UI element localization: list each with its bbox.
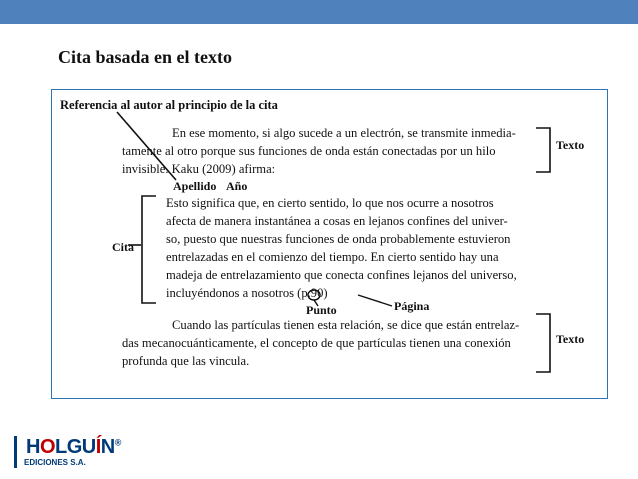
quote-line-2: afecta de manera instantánea a cosas en lejanos confines del univer- — [166, 214, 508, 228]
citation-figure — [51, 89, 608, 399]
punto-pointer — [314, 300, 318, 306]
texto-bottom-bracket — [536, 314, 550, 372]
para1-line-1: En ese momento, si algo sucede a un electrón, se transmite inmedia- — [172, 126, 516, 140]
punto-circle — [308, 290, 320, 300]
cita-bracket — [142, 196, 156, 303]
label-anio: Año — [226, 179, 248, 193]
para2-line-1: Cuando las partículas tienen esta relación, se dice que están entrelaz- — [172, 318, 520, 332]
pagina-pointer — [358, 295, 392, 306]
label-texto-bottom: Texto — [556, 332, 585, 346]
texto-top-bracket — [536, 128, 550, 172]
holguin-logo — [14, 436, 124, 470]
quote-line-6: incluyéndonos a nosotros (p.90) — [166, 286, 328, 300]
label-pagina: Página — [394, 299, 430, 313]
arrow-author — [117, 112, 176, 180]
para2-line-3: profunda que las vincula. — [122, 354, 250, 368]
label-texto-top: Texto — [556, 138, 585, 152]
quote-line-4: entrelazadas en el comienzo del tiempo. En cierto sentido hay una — [166, 250, 499, 264]
slide-title: Cita basada en el texto — [58, 47, 232, 67]
header-label: Referencia al autor al principio de la cita — [60, 98, 278, 112]
label-punto: Punto — [306, 303, 337, 317]
label-apellido: Apellido — [173, 179, 217, 193]
para1-line-3: invisible. Kaku (2009) afirma: — [122, 162, 276, 176]
quote-line-3: so, puesto que nuestras funciones de onda probablemente estuvieron — [166, 232, 511, 246]
annotation-lines — [52, 90, 609, 400]
quote-line-5: madeja de entrelazamiento que conecta confines lejanos del universo, — [166, 268, 517, 282]
label-cita: Cita — [112, 240, 134, 254]
para2-line-2: das mecanocuánticamente, el concepto de que partículas tienen una conexión — [122, 336, 511, 350]
quote-line-1: Esto significa que, en cierto sentido, lo que nos ocurre a nosotros — [166, 196, 494, 210]
top-accent-bar — [0, 0, 638, 24]
para1-line-2: tamente al otro porque sus funciones de onda están conectadas por un hilo — [122, 144, 496, 158]
logo-subtitle: EDICIONES S.A. — [24, 458, 86, 467]
logo-wordmark: HOLGUÍN® — [26, 436, 121, 458]
logo-mark — [14, 436, 24, 468]
